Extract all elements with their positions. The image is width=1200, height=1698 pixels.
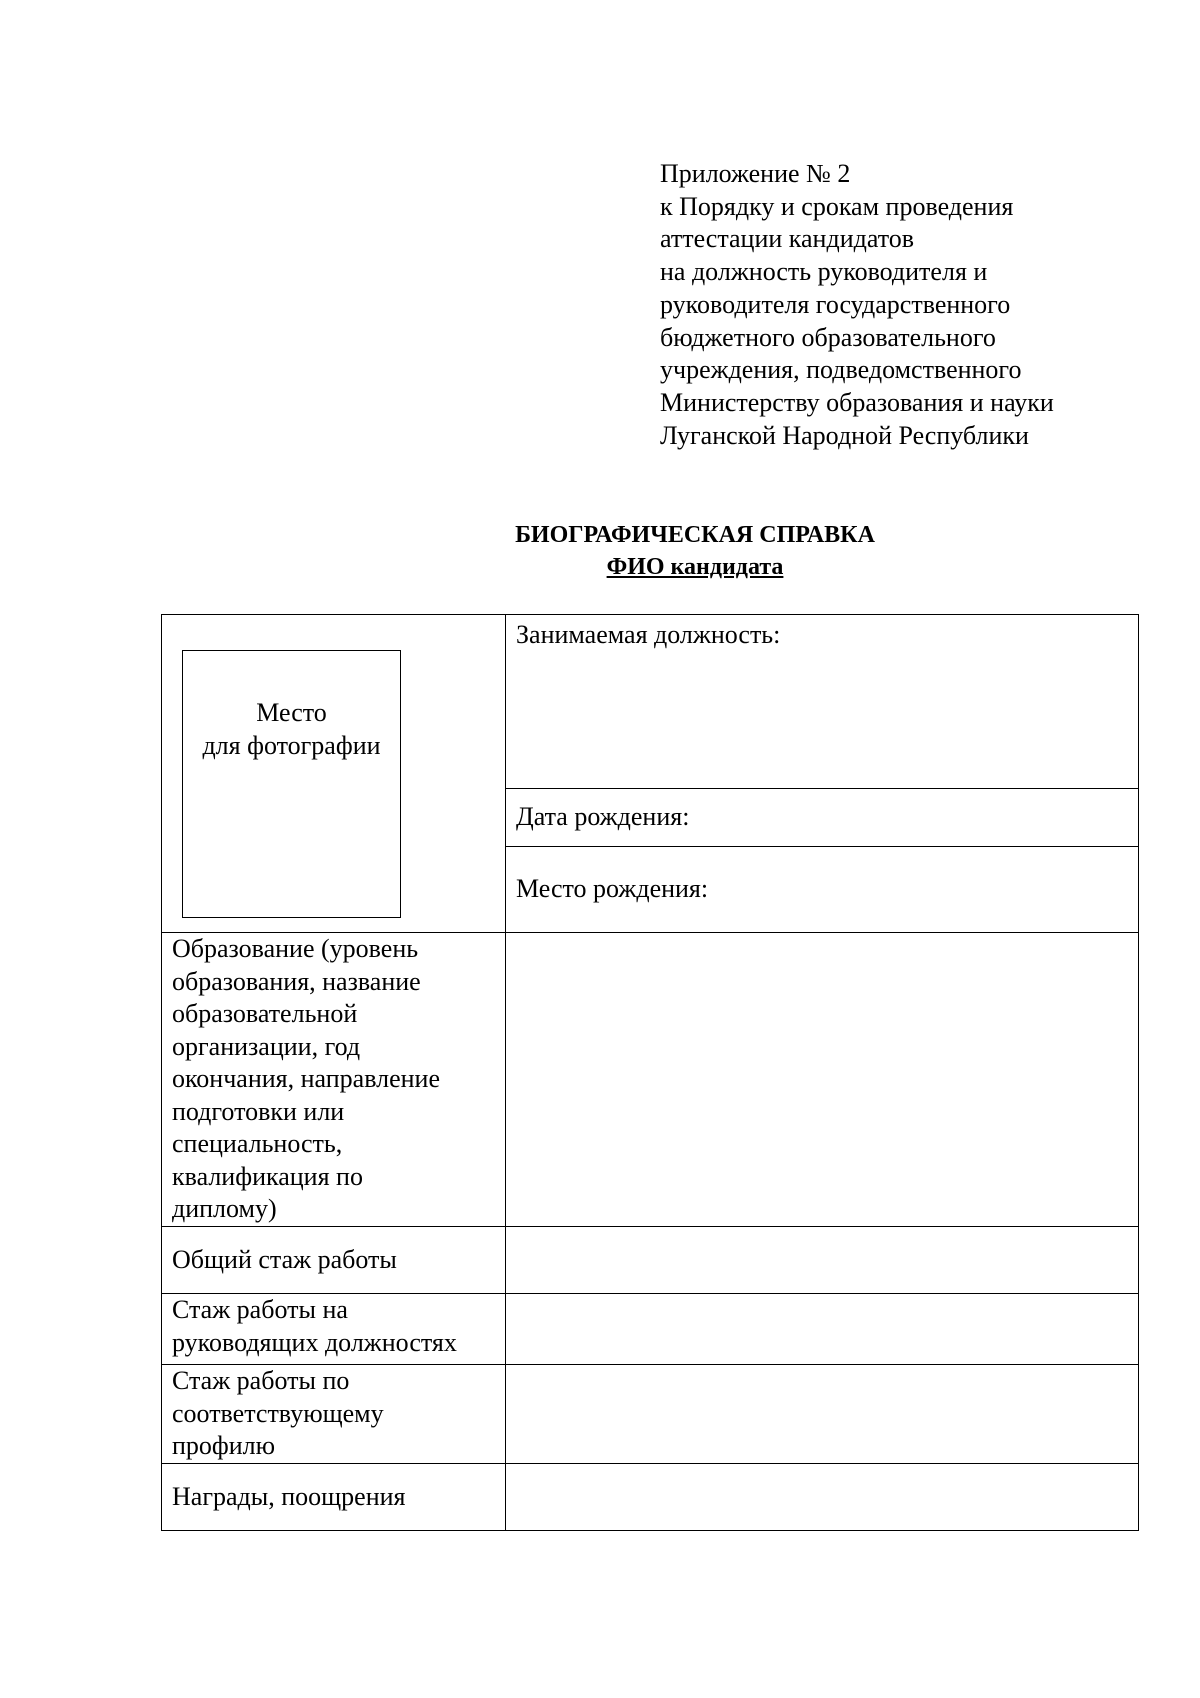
appendix-line: аттестации кандидатов bbox=[660, 224, 915, 254]
management-experience-value-cell[interactable] bbox=[506, 1294, 1139, 1365]
appendix-line: Министерству образования и науки bbox=[660, 387, 1054, 417]
appendix-header bbox=[660, 158, 1180, 452]
education-label: диплому) bbox=[172, 1194, 277, 1223]
profile-experience-label: профилю bbox=[172, 1431, 276, 1460]
profile-experience-label: соответствующему bbox=[172, 1398, 384, 1428]
biography-table bbox=[161, 614, 1139, 1531]
birth-date-label: Дата рождения: bbox=[516, 802, 690, 832]
birth-place-field[interactable] bbox=[506, 847, 1139, 933]
table-row bbox=[162, 1464, 1139, 1531]
profile-experience-label-cell bbox=[162, 1365, 506, 1464]
education-value-cell[interactable] bbox=[506, 933, 1139, 1227]
position-field[interactable] bbox=[506, 615, 1139, 789]
table-row bbox=[162, 1365, 1139, 1464]
table-row bbox=[162, 933, 1139, 1227]
education-label: Образование (уровень bbox=[172, 934, 419, 963]
education-label: образовательной bbox=[172, 999, 358, 1028]
appendix-line: бюджетного образовательного bbox=[660, 322, 996, 352]
management-experience-label: руководящих должностях bbox=[172, 1327, 457, 1357]
table-row bbox=[162, 1294, 1139, 1365]
photo-placeholder bbox=[182, 650, 401, 918]
education-label: подготовки или bbox=[172, 1096, 345, 1126]
profile-experience-label: Стаж работы по bbox=[172, 1366, 350, 1395]
appendix-line: Луганской Народной Республики bbox=[660, 420, 1029, 450]
awards-label-cell bbox=[162, 1464, 506, 1531]
education-label: организации, год bbox=[172, 1031, 361, 1061]
appendix-line: к Порядку и срокам проведения bbox=[660, 191, 1014, 221]
table-row bbox=[162, 1227, 1139, 1294]
total-experience-value-cell[interactable] bbox=[506, 1227, 1139, 1294]
position-label: Занимаемая должность: bbox=[516, 620, 781, 649]
birth-date-field[interactable] bbox=[506, 789, 1139, 847]
total-experience-label: Общий стаж работы bbox=[172, 1244, 397, 1274]
candidate-name-title: ФИО кандидата bbox=[606, 554, 784, 580]
education-label: окончания, направление bbox=[172, 1064, 441, 1093]
education-label: специальность, bbox=[172, 1129, 343, 1158]
profile-experience-value-cell[interactable] bbox=[506, 1365, 1139, 1464]
table-row bbox=[162, 615, 1139, 789]
management-experience-label-cell bbox=[162, 1294, 506, 1365]
appendix-line: Приложение № 2 bbox=[660, 159, 851, 188]
education-label: образования, название bbox=[172, 966, 421, 996]
awards-label: Награды, поощрения bbox=[172, 1481, 406, 1511]
education-label: квалификация по bbox=[172, 1161, 363, 1191]
birth-place-label: Место рождения: bbox=[516, 874, 709, 904]
education-label-cell bbox=[162, 933, 506, 1227]
photo-label: для фотографии bbox=[202, 730, 381, 760]
management-experience-label: Стаж работы на bbox=[172, 1295, 348, 1324]
appendix-line: на должность руководителя и bbox=[660, 257, 988, 287]
photo-cell bbox=[162, 615, 506, 933]
awards-value-cell[interactable] bbox=[506, 1464, 1139, 1531]
appendix-line: учреждения, подведомственного bbox=[660, 355, 1022, 385]
total-experience-label-cell bbox=[162, 1227, 506, 1294]
appendix-line: руководителя государственного bbox=[660, 289, 1011, 319]
document-title: БИОГРАФИЧЕСКАЯ СПРАВКА bbox=[515, 522, 875, 548]
photo-label: Место bbox=[256, 698, 327, 727]
